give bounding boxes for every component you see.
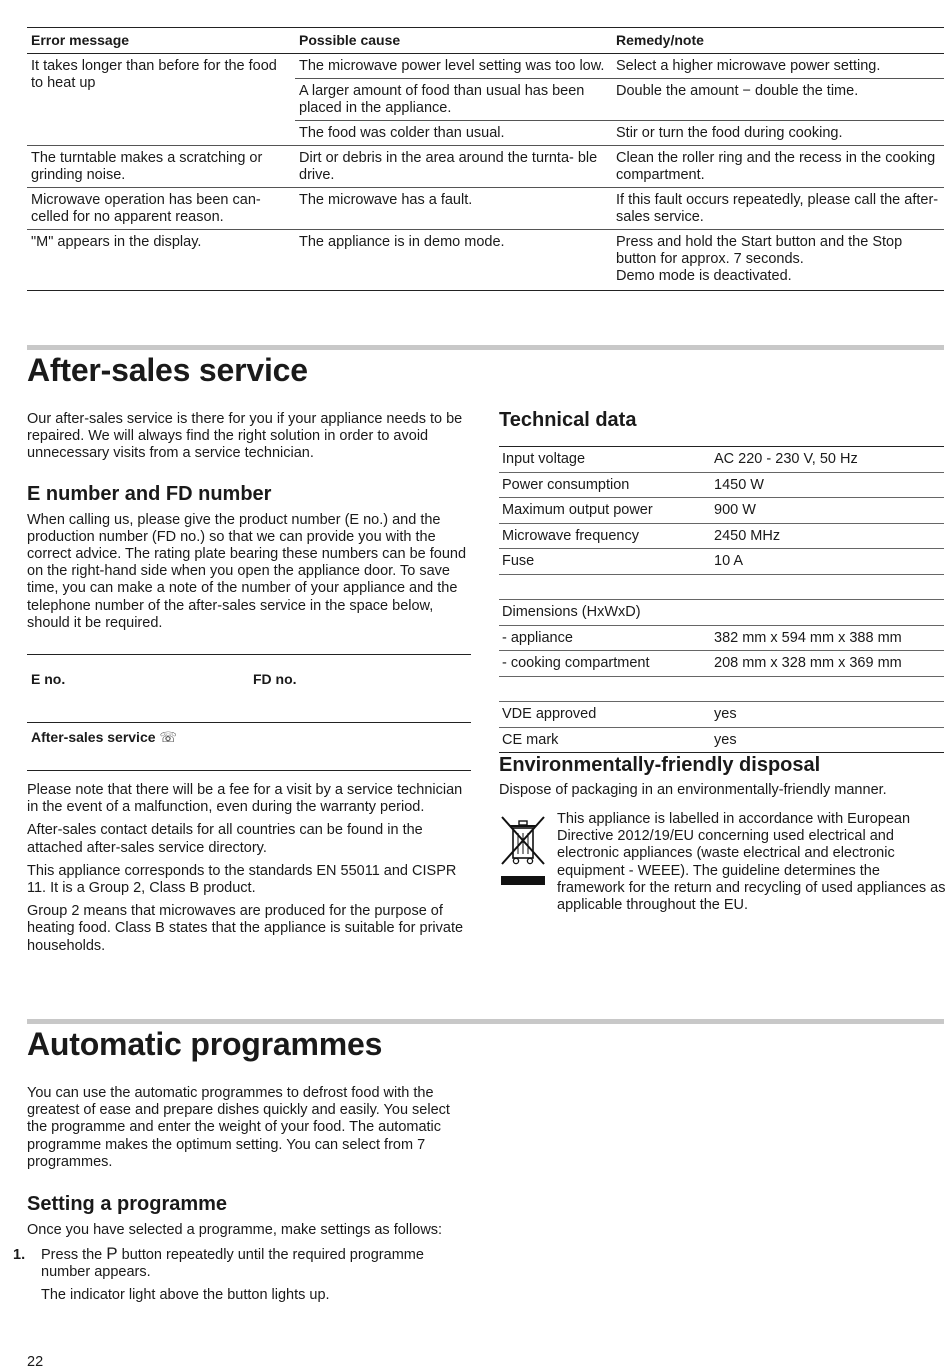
table-row-spacer (499, 574, 944, 600)
remedy-cell: Double the amount − double the time. (612, 79, 944, 121)
tech-value: yes (711, 702, 944, 728)
error-cell: "M" appears in the display. (27, 230, 295, 291)
tech-key: - appliance (499, 625, 711, 651)
after-sales-phone-row (27, 722, 471, 771)
remedy-cell: If this fault occurs repeatedly, please call the after-sales service. (612, 188, 944, 230)
tech-value: yes (711, 727, 944, 753)
table-row (499, 447, 944, 473)
remedy-cell: Clean the roller ring and the recess in the cooking compartment. (612, 146, 944, 188)
automatic-intro: You can use the automatic programmes to defrost food with the greatest of ease and prepare dishes quickly and easily. You select the programme and enter the weight of your food. The automatic programme makes the optimum setting. You can select from 7 programmes. (27, 1085, 450, 1170)
e-no-label: E no. (31, 671, 66, 687)
tech-key: - cooking compartment (499, 651, 711, 677)
tech-key: Input voltage (499, 447, 711, 473)
header-remedy-note: Remedy/note (612, 28, 944, 54)
table-row (499, 549, 944, 575)
error-table-header (27, 28, 944, 54)
standards-note: This appliance corresponds to the standards EN 55011 and CISPR 11. It is a Group 2, Class B product. (27, 862, 457, 897)
tech-value: 208 mm x 328 mm x 369 mm (711, 651, 944, 677)
page-number: 22 (27, 1354, 44, 1370)
header-possible-cause: Possible cause (295, 28, 612, 54)
e-number-heading: E number and FD number (27, 482, 272, 505)
cause-cell: A larger amount of food than usual has been placed in the appliance. (295, 79, 612, 121)
table-row (499, 727, 944, 753)
e-number-text: When calling us, please give the product number (E no.) and the production number (FD no.) so that we can provide you with the correct advice. The rating plate bearing these numbers can be found on the right-hand side when you open the appliance door. To save time, you can make a note of the number of your appliance and the telephone number of the after-sales service in the space below, should it be required. (27, 511, 467, 631)
tech-key: Fuse (499, 549, 711, 575)
disposal-section (499, 754, 944, 799)
setting-intro: Once you have selected a programme, make settings as follows: (27, 1222, 443, 1239)
section-title-after-sales: After-sales service (27, 352, 308, 388)
step-number: 1. (13, 1247, 26, 1264)
fd-no-label: FD no. (253, 671, 297, 687)
tech-key: CE mark (499, 727, 711, 753)
phone-icon: ☏ (159, 729, 178, 745)
step-1-note: The indicator light above the button lights up. (41, 1286, 330, 1303)
tech-value: 2450 MHz (711, 523, 944, 549)
remedy-result: Demo mode is deactivated. (616, 268, 792, 284)
weee-crossed-bin-icon (499, 814, 547, 888)
remedy-text: Press and hold the Start button and the Stop button for approx. 7 seconds. (616, 234, 903, 267)
technical-data-section (499, 409, 944, 753)
error-table (27, 27, 944, 291)
table-row (499, 498, 944, 524)
tech-value: 10 A (711, 549, 944, 575)
fee-note: Please note that there will be a fee for a visit by a service technician in the event of a malfunction, even during the warranty period. (27, 782, 463, 816)
remedy-cell: Select a higher microwave power setting. (616, 58, 881, 74)
error-cell: Microwave operation has been can- celled for no apparent reason. (27, 188, 295, 230)
step-text-post: button repeatedly until the required programme number appears. (41, 1247, 424, 1281)
step-text-pre: Press the (41, 1247, 103, 1264)
contact-note: After-sales contact details for all countries can be found in the attached after-sales service directory. (27, 822, 423, 856)
step-1 (13, 1244, 472, 1281)
remedy-cell: Stir or turn the food during cooking. (612, 121, 944, 146)
service-label-text: After-sales service (31, 729, 156, 745)
table-row (27, 188, 944, 230)
table-row (27, 230, 944, 291)
number-note-box (27, 654, 471, 771)
after-sales-left-column (27, 411, 472, 632)
table-row (499, 600, 944, 626)
tech-value: 1450 W (711, 472, 944, 498)
cause-cell: The appliance is in demo mode. (295, 230, 612, 291)
p-button-symbol: P (106, 1244, 118, 1264)
table-row-spacer (499, 676, 944, 702)
automatic-programmes-column (13, 1085, 472, 1304)
section-title-automatic-programmes: Automatic programmes (27, 1026, 383, 1062)
e-fd-number-row (27, 654, 471, 702)
tech-value: 900 W (711, 498, 944, 524)
technical-data-table (499, 446, 944, 753)
table-row (499, 625, 944, 651)
after-sales-service-label (31, 729, 177, 746)
remedy-cell (612, 230, 944, 291)
table-row (499, 523, 944, 549)
error-cell: The turntable makes a scratching or grinding noise. (27, 146, 295, 188)
setting-programme-heading: Setting a programme (27, 1193, 228, 1216)
header-error-message: Error message (27, 28, 295, 54)
table-row (499, 472, 944, 498)
tech-key: Microwave frequency (499, 523, 711, 549)
table-row (499, 651, 944, 677)
cause-cell: The food was colder than usual. (295, 121, 612, 146)
tech-key: Power consumption (499, 472, 711, 498)
table-row (27, 54, 944, 79)
section-divider (27, 345, 944, 350)
after-sales-intro: Our after-sales service is there for you if your appliance needs to be repaired. We will always find the right solution in order to avoid unnecessary visits from a service technician. (27, 411, 463, 462)
weee-text-block (557, 811, 947, 914)
cause-cell: Dirt or debris in the area around the turnta- ble drive. (295, 146, 612, 188)
weee-text: This appliance is labelled in accordance with European Directive 2012/19/EU concerning used electrical and electronic appliances (waste electrical and electronic equipment - WEEE). The guideline determines the framework for the return and recycling of used appliances as applicable throughout the EU. (557, 811, 946, 914)
disposal-line: Dispose of packaging in an environmentally-friendly manner. (499, 782, 887, 798)
section-divider (27, 1019, 944, 1024)
table-row (27, 146, 944, 188)
tech-value: 382 mm x 594 mm x 388 mm (711, 625, 944, 651)
group-note: Group 2 means that microwaves are produced for the purpose of heating food. Class B states that the appliance is suitable for private households. (27, 903, 464, 954)
tech-key: Dimensions (HxWxD) (499, 600, 711, 626)
disposal-heading: Environmentally-friendly disposal (499, 754, 821, 776)
table-row (499, 702, 944, 728)
cause-cell: The microwave power level setting was too low. (299, 58, 605, 74)
tech-value: AC 220 - 230 V, 50 Hz (711, 447, 944, 473)
tech-key: VDE approved (499, 702, 711, 728)
error-cell: It takes longer than before for the food to heat up (31, 58, 277, 91)
technical-data-heading: Technical data (499, 409, 637, 431)
tech-key: Maximum output power (499, 498, 711, 524)
cause-cell: The microwave has a fault. (295, 188, 612, 230)
after-sales-notes (27, 782, 472, 955)
